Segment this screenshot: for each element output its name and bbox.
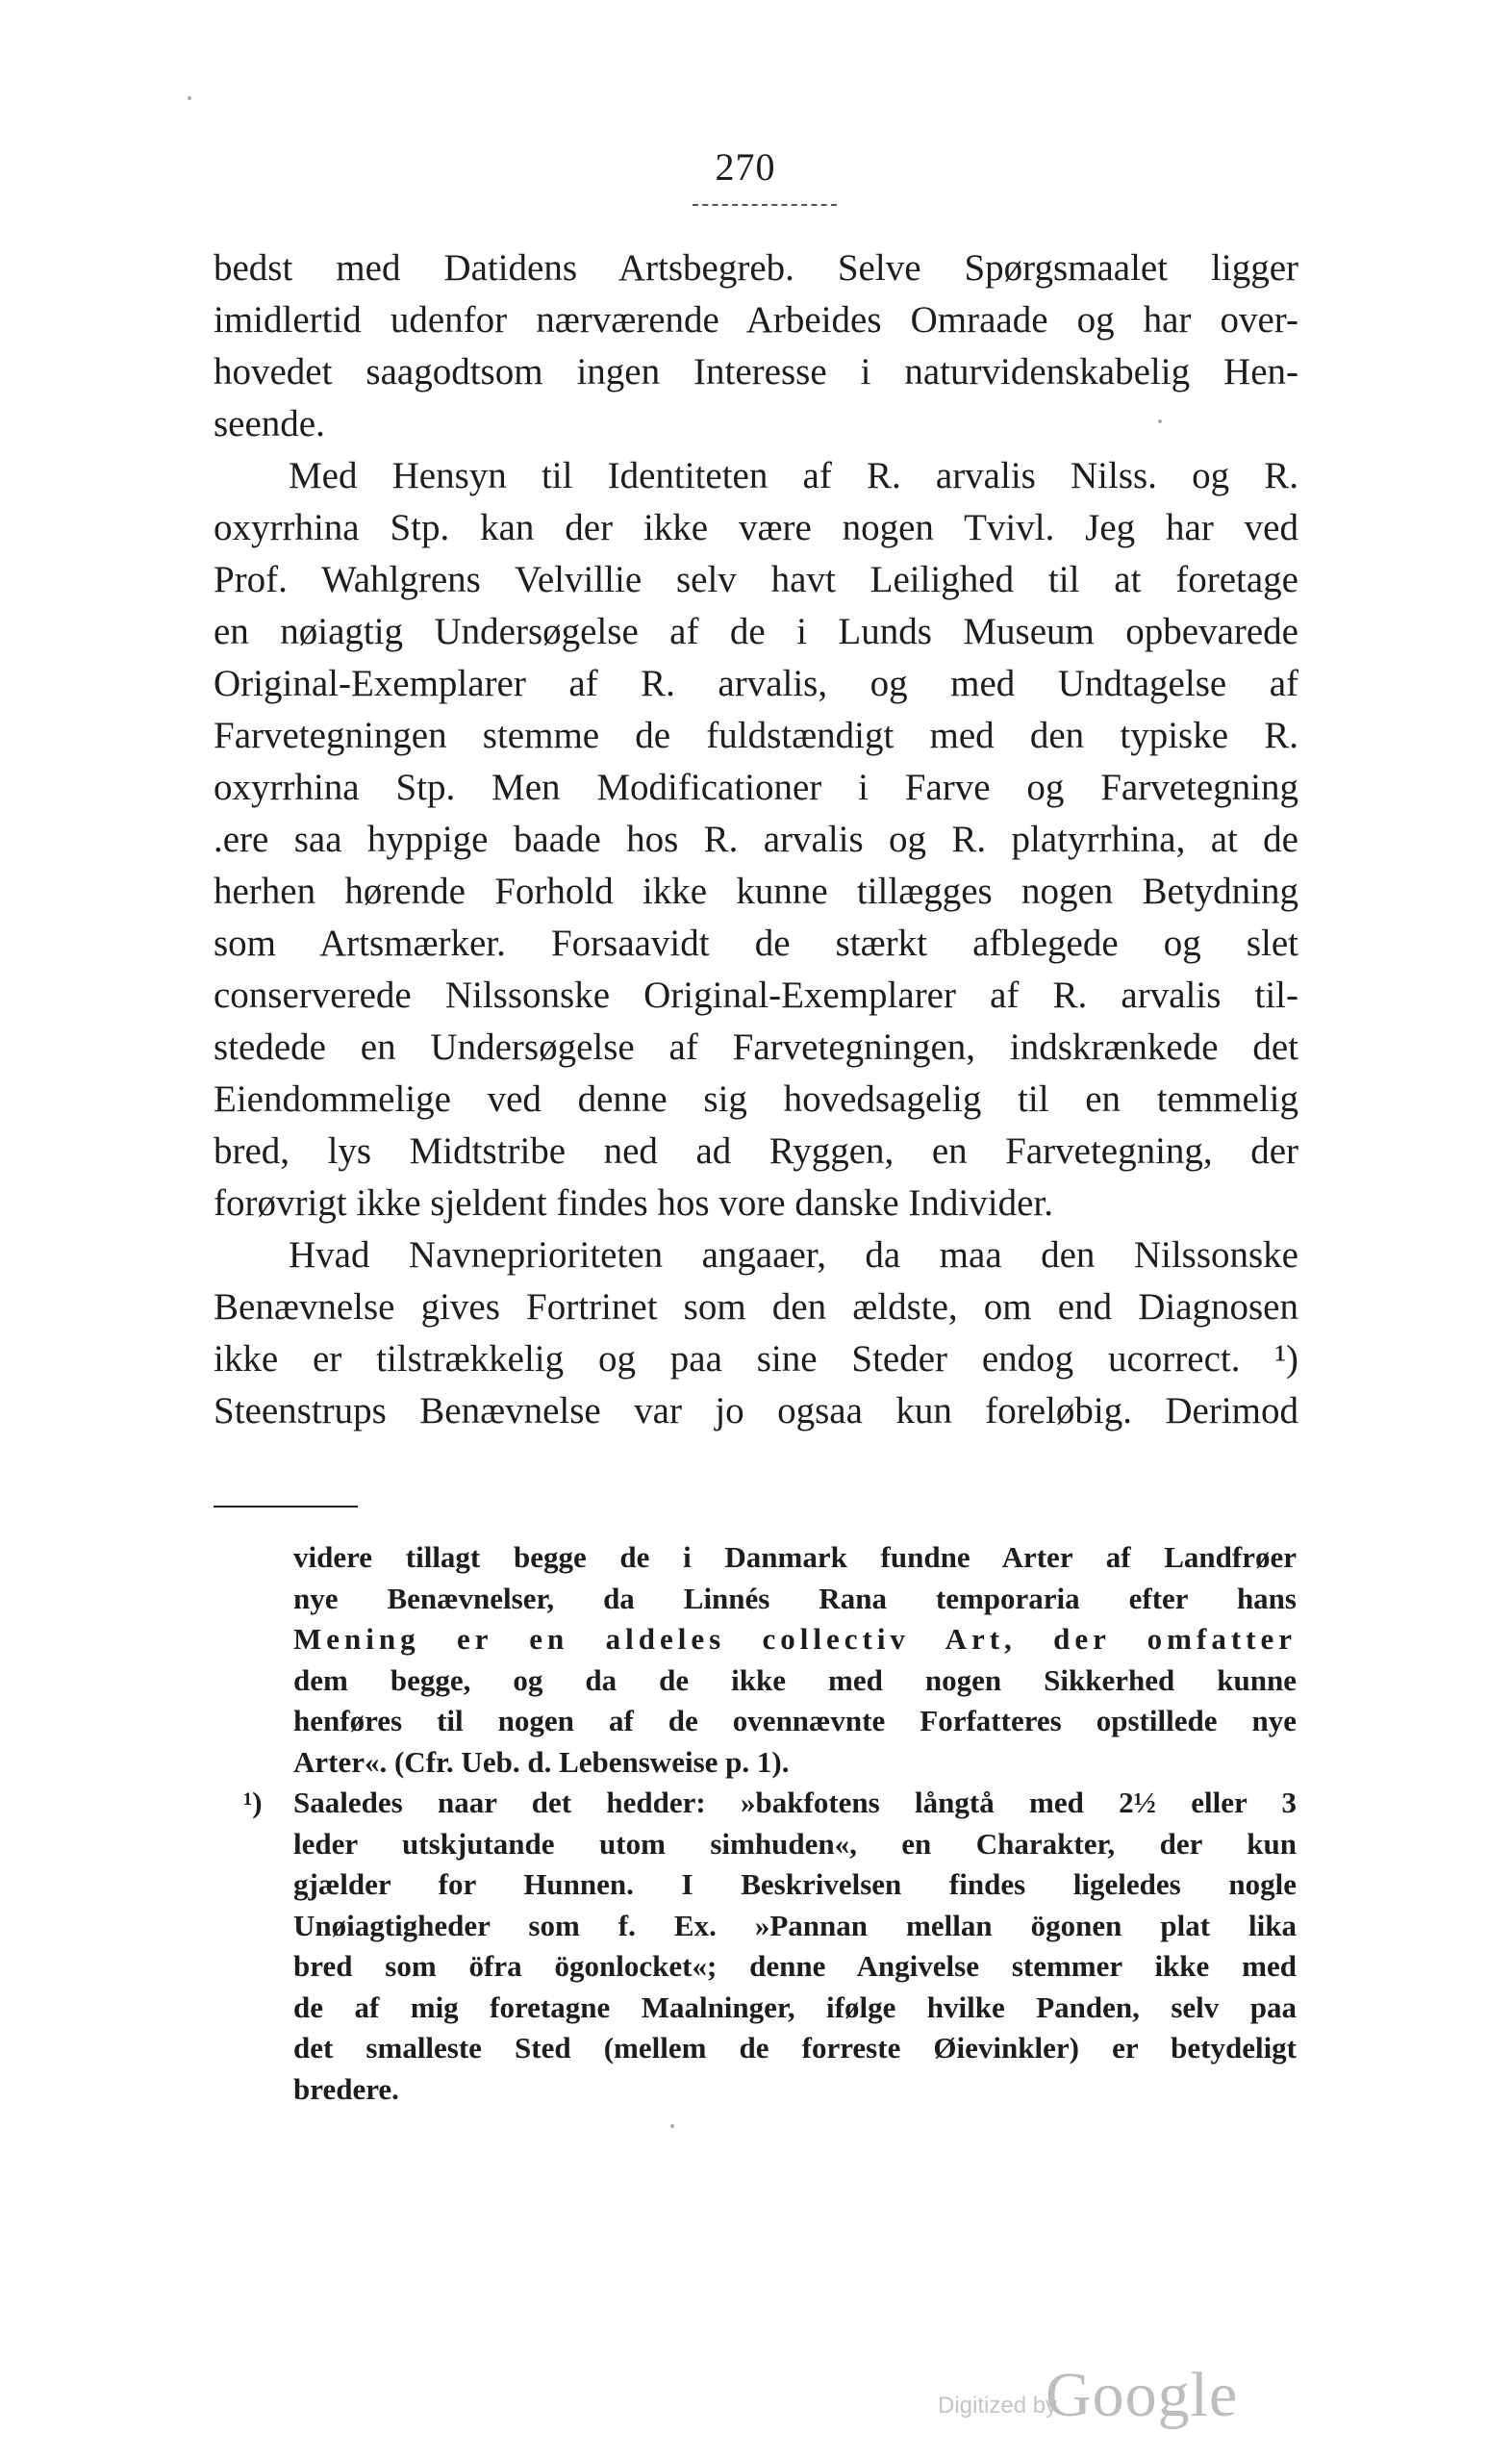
body-line: Original-Exemplarer af R. arvalis, og med Undtagelse af [214, 663, 1298, 704]
google-logo: Google [1046, 2360, 1239, 2430]
page-number-rule [693, 204, 837, 206]
footnote-line: gjælder for Hunnen. I Beskrivelsen findes ligeledes nogle [293, 1867, 1297, 1901]
body-line: Hvad Navneprioriteten angaaer, da maa den Nilssonske [289, 1234, 1298, 1276]
body-line: herhen hørende Forhold ikke kunne tillægges nogen Betydning [214, 871, 1298, 912]
body-line: oxyrrhina Stp. kan der ikke være nogen Tvivl. Jeg har ved [214, 507, 1298, 548]
body-text [214, 242, 1298, 1437]
footnotes [243, 1537, 1297, 2110]
body-line: imidlertid udenfor nærværende Arbeides Omraade og har over- [214, 299, 1298, 341]
footnote-line: Unøiagtigheder som f. Ex. »Pannan mellan ögonen plat lika [293, 1908, 1297, 1942]
body-line: stedede en Undersøgelse af Farvetegningen, indskrænkede det [214, 1026, 1298, 1068]
body-line: Eiendommelige ved denne sig hovedsagelig til en temmelig [214, 1078, 1298, 1120]
paper-speck [188, 96, 191, 100]
body-line: bred, lys Midtstribe ned ad Ryggen, en Farvetegning, der [214, 1130, 1298, 1172]
body-line: Farvetegningen stemme de fuldstændigt med den typiske R. [214, 715, 1298, 756]
body-line: hovedet saagodtsom ingen Interesse i naturvidenskabelig Hen- [214, 351, 1298, 393]
footnote-marker: ¹) [243, 1786, 263, 1819]
body-line: som Artsmærker. Forsaavidt de stærkt afblegede og slet [214, 923, 1298, 964]
footnote-line: det smalleste Sted (mellem de forreste Øievinkler) er betydeligt [293, 2031, 1297, 2065]
footnote-continuation [293, 1537, 1297, 1783]
body-line: forøvrigt ikke sjeldent findes hos vore danske Individer. [214, 1182, 1053, 1224]
body-line: en nøiagtig Undersøgelse af de i Lunds Museum opbevarede [214, 611, 1298, 652]
digitized-by-google-watermark [938, 2359, 1255, 2436]
body-line: ikke er tilstrækkelig og paa sine Steder endog ucorrect. ¹) [214, 1338, 1298, 1380]
footnote-line: leder utskjutande utom simhuden«, en Charakter, der kun [293, 1826, 1297, 1861]
body-line: .ere saa hyppige baade hos R. arvalis og R. platyrrhina, at de [214, 819, 1298, 860]
footnote-line: videre tillagt begge de i Danmark fundne Arter af Landfrøer [293, 1540, 1297, 1574]
body-line: conserverede Nilssonske Original-Exemplarer af R. arvalis til- [214, 975, 1298, 1016]
footnote-line: Mening er en aldeles collectiv Art, der omfatter [293, 1622, 1297, 1656]
footnote-line: Arter«. (Cfr. Ueb. d. Lebensweise p. 1). [293, 1744, 790, 1779]
footnote-line: Saaledes naar det hedder: »bakfotens långtå med 2½ eller 3 [293, 1786, 1297, 1819]
body-line: Benævnelse gives Fortrinet som den ældste, om end Diagnosen [214, 1286, 1298, 1328]
page-number: 270 [715, 145, 776, 189]
footnote-line: bredere. [293, 2071, 399, 2106]
footnote-1 [243, 1783, 1297, 2110]
body-line: Steenstrups Benævnelse var jo ogsaa kun foreløbig. Derimod [214, 1390, 1298, 1432]
footnote-line: henføres til nogen af de ovennævnte Forfatteres opstillede nye [293, 1704, 1297, 1737]
body-line: oxyrrhina Stp. Men Modificationer i Farve og Farvetegning [214, 767, 1298, 808]
footnote-rule [214, 1506, 358, 1508]
footnote-line: dem begge, og da de ikke med nogen Sikkerhed kunne [293, 1662, 1297, 1697]
paper-speck [670, 2124, 674, 2128]
footnote-line: de af mig foretagne Maalninger, ifølge hvilke Panden, selv paa [293, 1989, 1297, 2024]
body-line: Prof. Wahlgrens Velvillie selv havt Leilighed til at foretage [214, 559, 1298, 600]
watermark-caption: Digitized by [938, 2393, 1058, 2419]
body-line: seende. [214, 403, 325, 444]
paper-speck [1158, 419, 1162, 423]
footnote-line: nye Benævnelser, da Linnés Rana temporaria efter hans [293, 1581, 1297, 1615]
body-line: Med Hensyn til Identiteten af R. arvalis Nilss. og R. [289, 455, 1298, 496]
footnote-line: bred som öfra ögonlocket«; denne Angivelse stemmer ikke med [293, 1949, 1297, 1983]
body-line: bedst med Datidens Artsbegreb. Selve Spørgsmaalet ligger [214, 247, 1298, 289]
